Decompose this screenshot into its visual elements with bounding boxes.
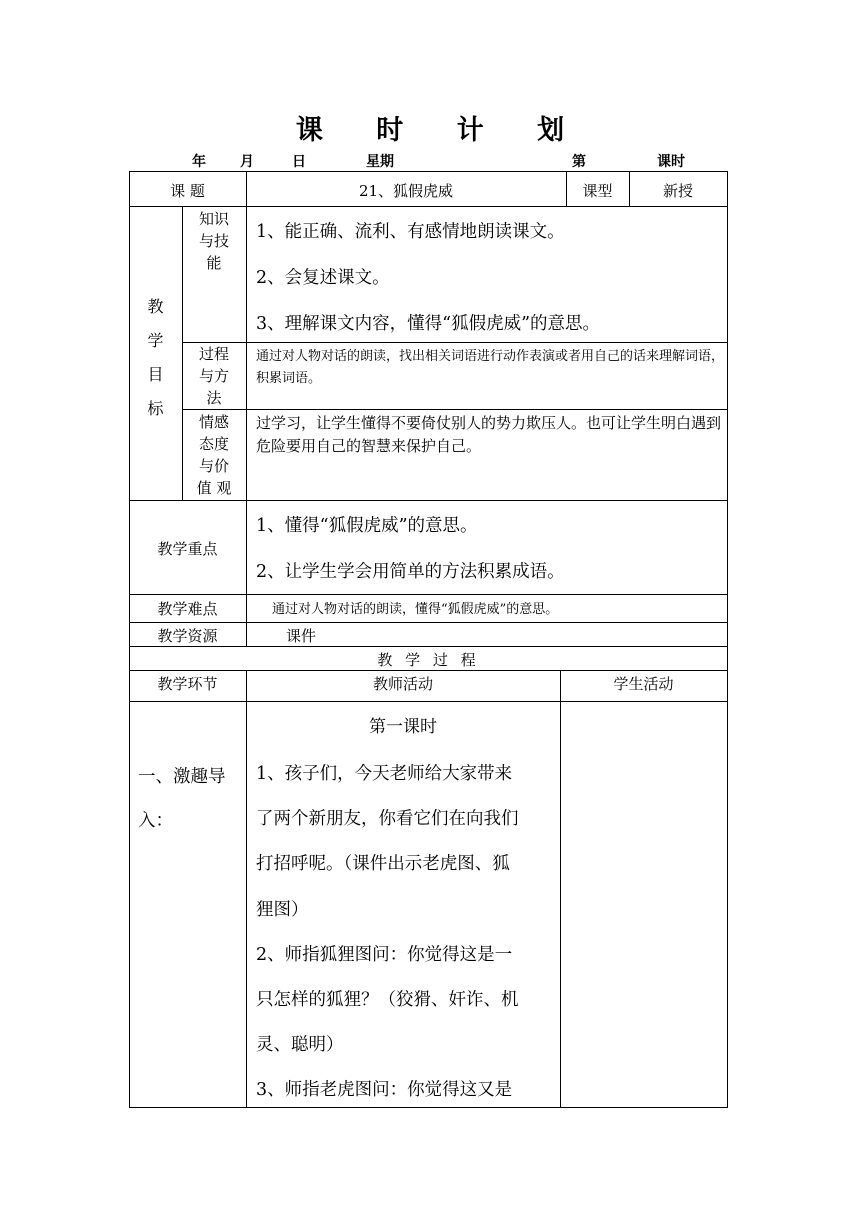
topic-value: 21、狐假虎威 [358, 182, 454, 200]
list-item: 灵、聪明） [256, 1035, 344, 1056]
lesson-type-label: 课型 [582, 182, 613, 200]
page-title: 课 时 计 划 [295, 115, 587, 146]
weekday-label: 星期 [366, 154, 394, 170]
emotion-goal-text: 过学习，让学生懂得不要倚仗别人的势力欺压人。也可让学生明白遇到危险要用自己的智慧来保护自己。 [256, 414, 722, 455]
knowledge-label: 知识 与技 能 [198, 210, 229, 272]
key-points-label: 教学重点 [157, 540, 218, 558]
list-item: 只怎样的狐狸？（狡猾、奸诈、机 [256, 990, 519, 1011]
year-label: 年 [192, 154, 206, 170]
difficulty-text: 通过对人物对话的朗读，懂得“狐假虎威”的意思。 [272, 602, 559, 617]
column-header-section: 教学环节 [157, 675, 218, 693]
period-di-label: 第 [572, 154, 586, 170]
period-keshi-label: 课时 [657, 154, 685, 170]
process-label: 过程 与方 法 [198, 345, 229, 407]
list-item: 1、能正确、流利、有感情地朗读课文。 [256, 222, 565, 242]
list-item: 2、让学生学会用简单的方法积累成语。 [256, 562, 565, 582]
list-item: 了两个新朋友，你看它们在向我们 [256, 809, 519, 830]
emotion-label: 情感 态度 与价 值 观 [196, 413, 232, 497]
lesson-type-value: 新授 [662, 182, 693, 200]
list-item: 1、懂得“狐假虎威”的意思。 [256, 516, 478, 536]
difficulty-label: 教学难点 [157, 600, 218, 618]
list-item: 2、会复述课文。 [256, 268, 390, 288]
list-item: 1、孩子们，今天老师给大家带来 [256, 764, 513, 784]
teacher-activity [256, 752, 519, 1114]
column-header-teacher: 教师活动 [372, 675, 433, 693]
list-item: 打招呼呢。（课件出示老虎图、狐 [256, 854, 510, 875]
topic-label: 课 题 [170, 182, 205, 200]
lesson-heading: 第一课时 [369, 717, 437, 737]
key-points-list [256, 503, 722, 595]
list-item: 3、理解课文内容，懂得“狐假虎威”的意思。 [256, 314, 601, 334]
resources-label: 教学资源 [157, 627, 218, 645]
list-item: 2、师指狐狸图问：你觉得这是一 [256, 944, 513, 965]
list-item: 狸图） [256, 899, 309, 920]
list-item: 3、师指老虎图问：你觉得这又是 [256, 1080, 513, 1101]
resources-text: 课件 [286, 627, 317, 645]
teaching-process-header: 教 学 过 程 [377, 651, 480, 669]
knowledge-goals [256, 209, 722, 347]
process-goal-text: 通过对人物对话的朗读，找出相关词语进行动作表演或者用自己的话来理解词语，积累词语。 [256, 349, 725, 386]
column-header-student: 学生活动 [613, 675, 674, 693]
lesson-section-name: 一、激趣导 入： [138, 767, 226, 831]
goals-label: 教 学 目 标 [147, 297, 164, 418]
day-label: 日 [292, 154, 306, 170]
month-label: 月 [240, 154, 254, 170]
